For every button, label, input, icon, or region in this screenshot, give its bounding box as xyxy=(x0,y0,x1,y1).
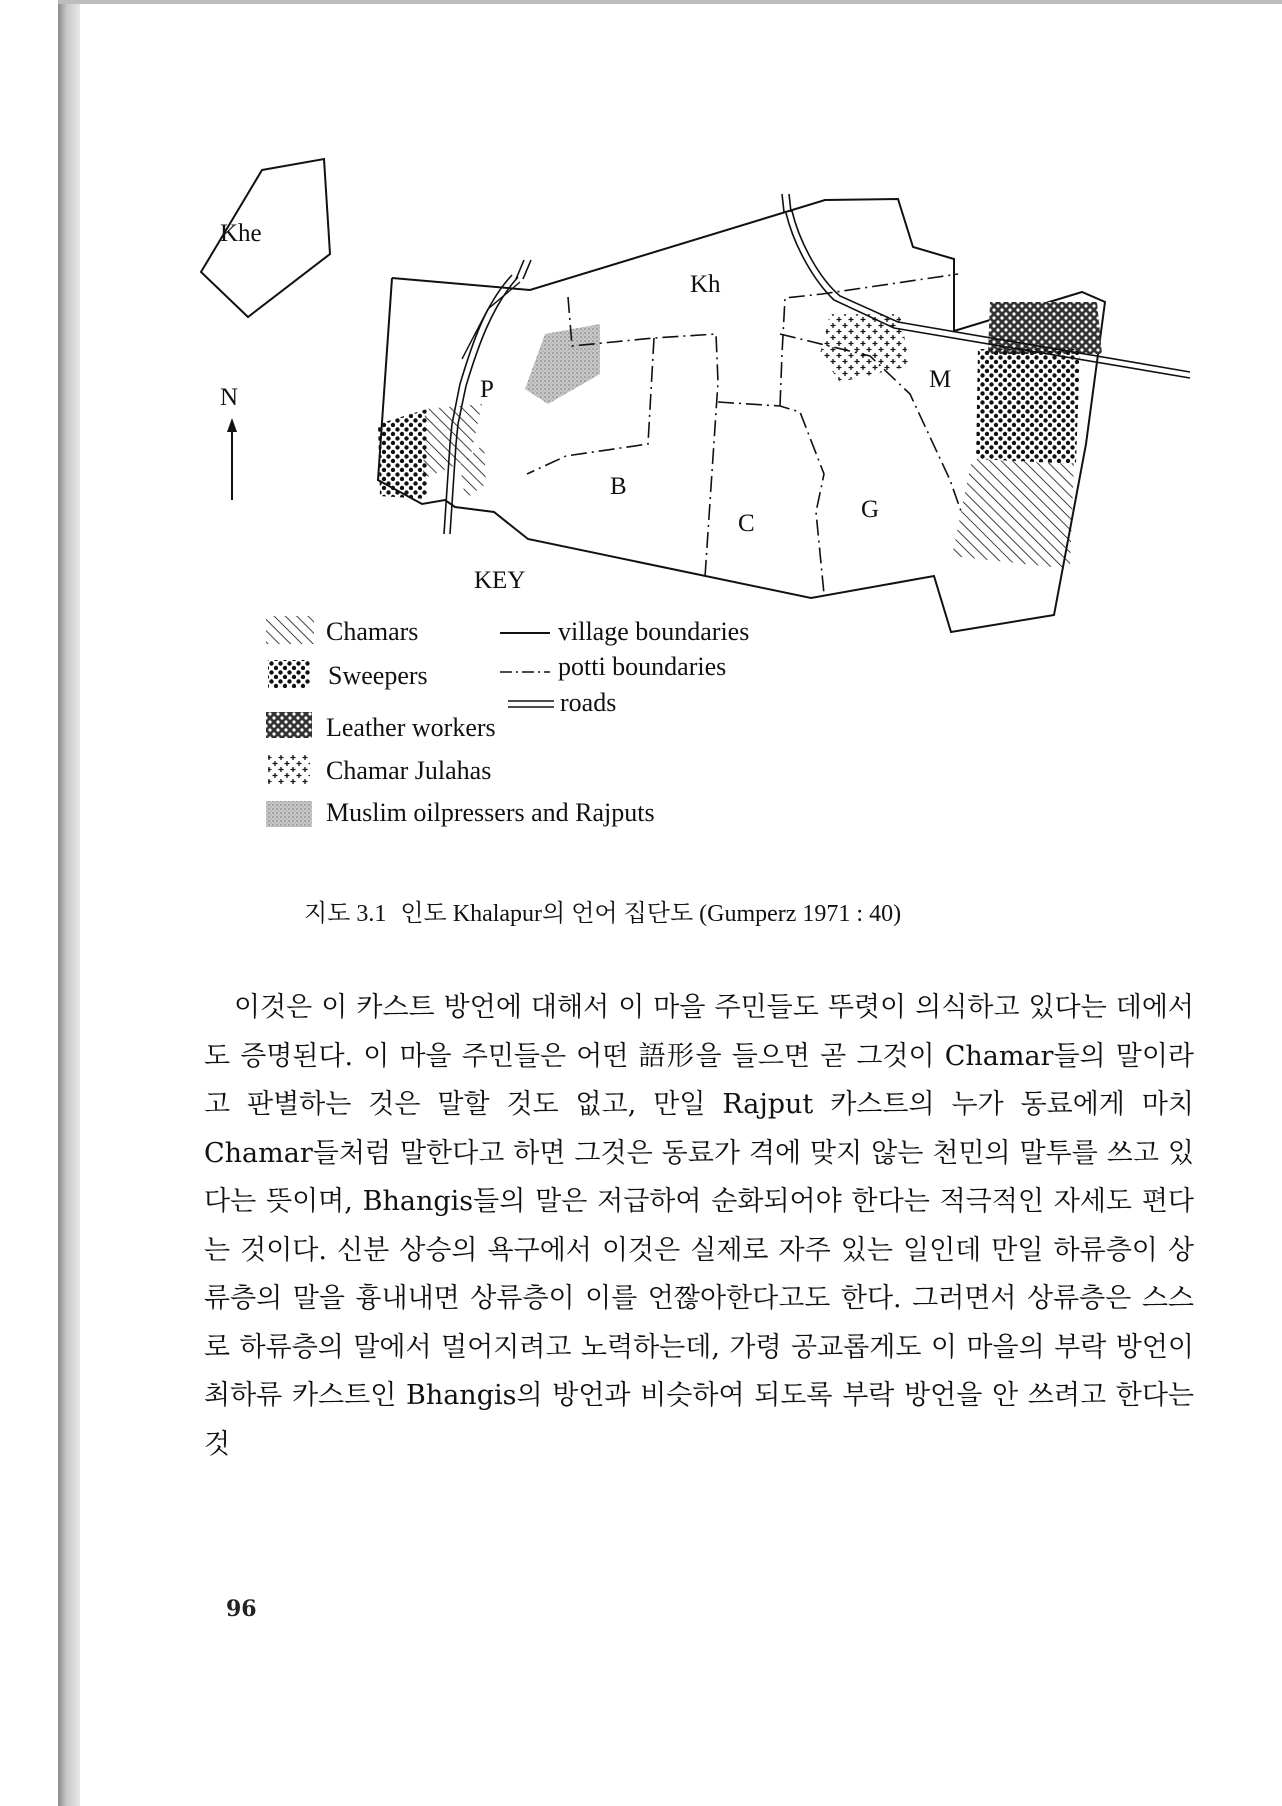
legend-swatch-sweepers xyxy=(268,660,310,688)
legend-swatch-leather-workers xyxy=(266,712,312,738)
legend-label-muslim-oilpressers: Muslim oilpressers and Rajputs xyxy=(326,798,655,827)
north-arrow xyxy=(227,418,237,500)
north-label: N xyxy=(220,384,239,411)
legend-label-potti-boundaries: potti boundaries xyxy=(558,652,727,681)
inner-road-edge xyxy=(462,282,520,359)
caption-label: 지도 3.1 xyxy=(304,901,387,927)
legend-label-sweepers: Sweepers xyxy=(328,661,428,690)
legend-label-roads: roads xyxy=(560,688,617,717)
body-text xyxy=(204,984,1194,1469)
legend-swatch-chamars xyxy=(266,616,314,644)
legend-label-chamars: Chamars xyxy=(326,617,419,646)
legend-line-roads xyxy=(508,701,554,707)
label-khe: Khe xyxy=(220,220,262,247)
chamar-julahas-area xyxy=(820,314,910,382)
body-paragraph: 이것은 이 카스트 방언에 대해서 이 마을 주민들도 뚜렷이 의식하고 있다는 데에서도 증명된다. 이 마을 주민들은 어떤 語形을 들으면 곧 그것이 Chamar들의 말이라고 판별하는 것은 말할 것도 없고, 만일 Rajput 카스트의 누가 동료에게 마치 Chamar들처럼 말한다고 하면 그것은 동료가 격에 맞지 않는 천민의 말투를 쓰고 있다는 뜻이며, Bhangis들의 말은 저급하여 순화되어야 한다는 적극적인 자세도 편다는 것이다. 신분 상승의 욕구에서 이것은 실제로 자주 있는 일인데 만일 하류층이 상류층의 말을 흉내내면 상류층이 이를 언짢아한다고도 한다. 그러면서 상류층은 스스로 하류층의 말에서 멀어지려고 노력하는데, 가령 공교롭게도 이 마을의 부락 방언이 최하류 카스트인 Bhangis의 방언과 비슷하여 되도록 부락 방언을 안 쓰려고 한다는 것 xyxy=(204,992,1194,1460)
legend-label-chamar-julahas: Chamar Julahas xyxy=(326,756,492,785)
sweepers-area-east xyxy=(976,349,1080,464)
legend-swatch-chamar-julahas xyxy=(268,754,310,784)
label-g: G xyxy=(861,496,880,523)
label-p: P xyxy=(480,376,494,403)
legend-label-leather-workers: Leather workers xyxy=(326,713,496,742)
caption-text: 인도 Khalapur의 언어 집단도 (Gumperz 1971 : 40) xyxy=(400,901,902,927)
book-page xyxy=(80,4,1282,1806)
label-b: B xyxy=(610,473,627,500)
muslim-oilpressers-area xyxy=(525,324,600,404)
page-edge xyxy=(58,0,80,1806)
label-kh: Kh xyxy=(690,271,721,298)
page-number: 96 xyxy=(226,1596,257,1622)
khalapur-map xyxy=(80,4,1282,864)
figure-caption xyxy=(304,893,909,928)
legend-label-village-boundaries: village boundaries xyxy=(558,617,750,646)
chamars-area-east xyxy=(952,459,1074,569)
sweepers-area-west xyxy=(378,409,427,499)
legend-swatch-muslim-oilpressers xyxy=(266,801,312,827)
label-c: C xyxy=(738,510,755,537)
label-m: M xyxy=(929,366,952,393)
key-title: KEY xyxy=(474,567,526,594)
